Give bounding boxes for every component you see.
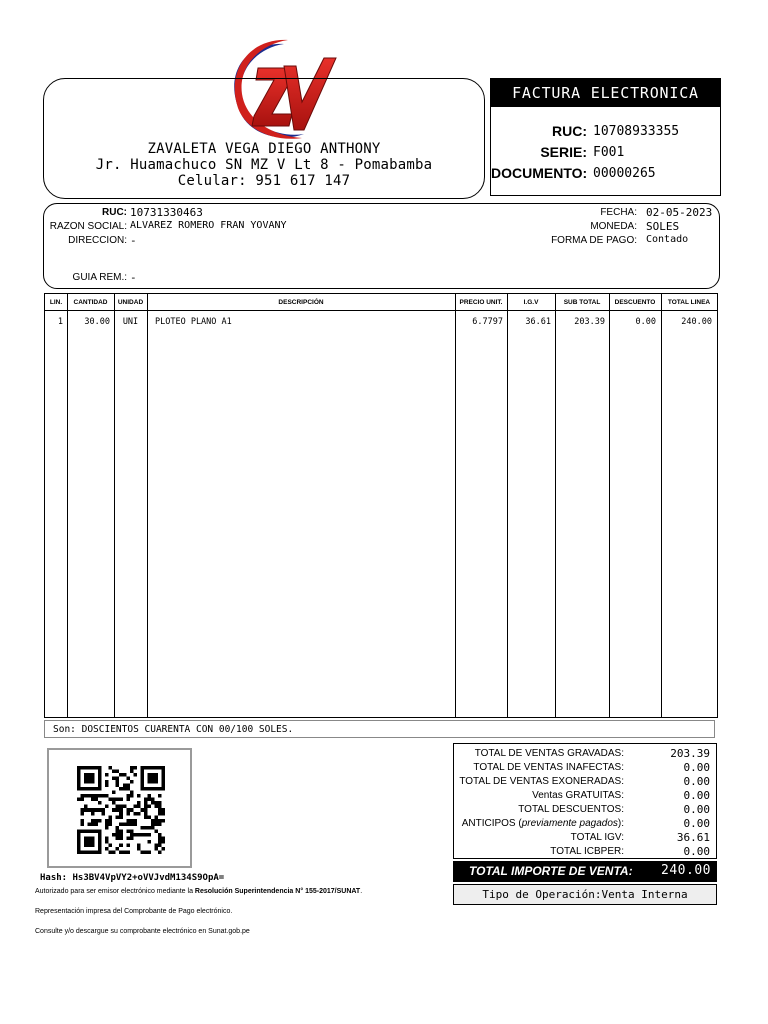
column-divider	[555, 294, 556, 717]
qr-module	[123, 822, 127, 826]
qr-module	[88, 808, 92, 812]
qr-module	[126, 798, 130, 802]
qr-module	[161, 836, 165, 840]
client-direccion-label: DIRECCION:	[68, 235, 127, 246]
cell-lin: 1	[57, 317, 63, 327]
qr-module	[119, 798, 123, 802]
qr-module	[161, 847, 165, 851]
qr-module	[105, 819, 109, 823]
qr-module	[151, 819, 155, 823]
client-moneda-label: MONEDA:	[590, 221, 637, 232]
qr-module	[144, 801, 148, 805]
qr-module	[109, 766, 113, 770]
qr-module	[91, 808, 95, 812]
qr-module	[105, 840, 109, 844]
qr-module	[154, 843, 158, 847]
qr-module	[119, 773, 123, 777]
qr-module	[130, 822, 134, 826]
table-header-divider	[45, 310, 717, 311]
qr-module	[144, 812, 148, 816]
qr-module	[88, 822, 92, 826]
column-divider	[455, 294, 456, 717]
qr-module	[154, 829, 158, 833]
qr-module	[119, 833, 123, 837]
grand-total-bar	[453, 861, 717, 882]
qr-module	[126, 819, 130, 823]
qr-module	[123, 850, 127, 854]
qr-module	[161, 808, 165, 812]
qr-module	[123, 784, 127, 788]
qr-module	[158, 833, 162, 837]
total-descuentos-row	[454, 803, 716, 817]
client-direccion: -	[130, 234, 137, 247]
qr-module	[119, 812, 123, 816]
column-divider	[114, 294, 115, 717]
footer-auth-resolution: Resolución Superintendencia N° 155-2017/SUNAT	[194, 888, 361, 895]
qr-module	[119, 822, 123, 826]
client-razon-label: RAZON SOCIAL:	[49, 221, 127, 232]
qr-module	[158, 819, 162, 823]
cell-precio-unit: 6.7797	[472, 317, 503, 327]
client-guia: -	[130, 271, 137, 284]
total-icbper-label: TOTAL ICBPER:	[550, 846, 624, 857]
client-ruc: 10731330463	[130, 206, 203, 219]
total-exoneradas-row	[454, 775, 716, 789]
qr-module	[109, 822, 113, 826]
qr-module	[126, 812, 130, 816]
qr-module	[116, 808, 120, 812]
total-igv-row	[454, 831, 716, 845]
qr-module	[95, 808, 99, 812]
qr-module	[126, 787, 130, 791]
qr-module	[151, 801, 155, 805]
qr-module	[144, 808, 148, 812]
qr-module	[137, 805, 141, 809]
qr-module	[133, 822, 137, 826]
client-fecha-label: FECHA:	[600, 207, 637, 218]
qr-module	[116, 836, 120, 840]
qr-module	[140, 833, 144, 837]
qr-module	[154, 805, 158, 809]
document-title: FACTURA ELECTRONICA	[490, 78, 721, 107]
qr-module	[105, 784, 109, 788]
qr-module	[116, 798, 120, 802]
qr-module	[112, 801, 116, 805]
qr-module	[144, 798, 148, 802]
items-table	[44, 293, 718, 718]
qr-module	[116, 780, 120, 784]
qr-module	[158, 843, 162, 847]
qr-module	[116, 833, 120, 837]
qr-module	[112, 833, 116, 837]
th-descripcion: DESCRIPCIÓN	[278, 298, 324, 306]
qr-module	[161, 819, 165, 823]
total-inafectas-row	[454, 761, 716, 775]
client-fecha: 02-05-2023	[646, 206, 713, 219]
qr-module	[116, 770, 120, 774]
qr-module	[84, 836, 95, 847]
qr-module	[137, 794, 141, 798]
qr-module	[81, 794, 85, 798]
total-descuentos-value: 0.00	[683, 803, 710, 816]
qr-module	[130, 770, 134, 774]
qr-module	[102, 794, 106, 798]
footer-representation: Representación impresa del Comprobante de Pago electrónico.	[35, 908, 233, 915]
qr-module	[158, 836, 162, 840]
total-gratuitas-value: 0.00	[683, 789, 710, 802]
qr-module	[130, 829, 134, 833]
qr-module	[126, 777, 130, 781]
qr-module	[119, 843, 123, 847]
qr-module	[126, 843, 130, 847]
grand-total-value: 240.00	[661, 863, 711, 878]
cell-descripcion: PLOTEO PLANO A1	[155, 317, 232, 327]
document-serie-row	[491, 142, 720, 162]
qr-module	[158, 840, 162, 844]
qr-module	[116, 826, 120, 830]
anticipos-label-close: ):	[617, 818, 624, 829]
client-pago-label: FORMA DE PAGO:	[551, 235, 637, 246]
qr-module	[137, 843, 141, 847]
qr-module	[81, 819, 85, 823]
total-icbper-row	[454, 845, 716, 859]
qr-module	[154, 847, 158, 851]
issuer-name: ZAVALETA VEGA DIEGO ANTHONY	[147, 141, 381, 157]
column-divider	[609, 294, 610, 717]
qr-module	[137, 847, 141, 851]
operation-type: Tipo de Operación:Venta Interna	[453, 884, 717, 905]
qr-module	[130, 836, 134, 840]
th-precio-unit: PRECIO UNIT.	[459, 298, 503, 306]
document-ruc-label: RUC:	[552, 123, 587, 139]
th-lin: LIN.	[49, 298, 63, 306]
qr-module	[154, 801, 158, 805]
qr-module	[154, 819, 158, 823]
qr-module	[116, 815, 120, 819]
footer-auth-end: .	[360, 888, 363, 895]
document-number-label: DOCUMENTO:	[491, 165, 588, 181]
th-descuento: DESCUENTO	[614, 298, 656, 306]
qr-module	[151, 826, 155, 830]
qr-module	[109, 819, 113, 823]
anticipos-label-text: ANTICIPOS (	[461, 818, 522, 829]
qr-module	[130, 766, 134, 770]
qr-module	[133, 819, 137, 823]
total-gravadas-row	[454, 747, 716, 761]
qr-module	[126, 850, 130, 854]
qr-module	[126, 836, 130, 840]
qr-module	[112, 777, 116, 781]
total-igv-value: 36.61	[676, 831, 710, 844]
qr-module	[112, 808, 116, 812]
issuer-box	[43, 78, 485, 199]
qr-module	[84, 773, 95, 784]
qr-module	[102, 808, 106, 812]
qr-module	[130, 833, 134, 837]
th-sub-total: SUB TOTAL	[563, 298, 601, 306]
total-icbper-value: 0.00	[683, 845, 710, 858]
document-hash: Hash: Hs3BV4VpVY2+oVVJvdM134S9OpA=	[40, 873, 225, 883]
total-anticipos-row	[454, 817, 716, 831]
client-pago: Contado	[646, 234, 689, 245]
client-box	[43, 203, 720, 289]
qr-module	[102, 812, 106, 816]
cell-descuento: 0.00	[635, 317, 656, 327]
qr-module	[116, 805, 120, 809]
qr-module	[116, 829, 120, 833]
qr-module	[81, 812, 85, 816]
cell-unidad: UNI	[122, 317, 139, 327]
total-inafectas-label: TOTAL DE VENTAS INAFECTAS:	[473, 762, 624, 773]
qr-module	[154, 822, 158, 826]
qr-module	[126, 829, 130, 833]
qr-module	[144, 833, 148, 837]
qr-module	[112, 798, 116, 802]
cell-total-linea: 240.00	[681, 317, 712, 327]
issuer-phone: Celular: 951 617 147	[177, 173, 351, 189]
qr-module	[158, 850, 162, 854]
qr-code-icon	[77, 766, 165, 854]
qr-module	[109, 850, 113, 854]
qr-module	[147, 798, 151, 802]
qr-module	[126, 784, 130, 788]
qr-module	[144, 850, 148, 854]
qr-module	[119, 829, 123, 833]
total-gravadas-value: 203.39	[670, 747, 710, 760]
column-divider	[147, 294, 148, 717]
qr-module	[133, 812, 137, 816]
qr-module	[98, 819, 102, 823]
qr-module	[147, 773, 158, 784]
issuer-address: Jr. Huamachuco SN MZ V Lt 8 - Pomabamba	[95, 157, 433, 173]
client-moneda: SOLES	[646, 220, 680, 233]
qr-module	[116, 847, 120, 851]
qr-module	[105, 780, 109, 784]
qr-module	[144, 826, 148, 830]
qr-module	[81, 808, 85, 812]
qr-module	[81, 798, 85, 802]
qr-module	[140, 850, 144, 854]
qr-module	[116, 777, 120, 781]
total-inafectas-value: 0.00	[683, 761, 710, 774]
qr-module	[123, 805, 127, 809]
qr-module	[147, 826, 151, 830]
qr-module	[133, 805, 137, 809]
qr-module	[161, 812, 165, 816]
column-divider	[67, 294, 68, 717]
qr-module	[158, 801, 162, 805]
qr-module	[147, 850, 151, 854]
qr-module	[133, 766, 137, 770]
qr-module	[91, 822, 95, 826]
qr-module	[147, 833, 151, 837]
qr-module	[91, 798, 95, 802]
qr-module	[147, 805, 151, 809]
total-gravadas-label: TOTAL DE VENTAS GRAVADAS:	[474, 748, 624, 759]
qr-module	[126, 808, 130, 812]
qr-module	[81, 822, 85, 826]
qr-module	[130, 794, 134, 798]
qr-module	[158, 805, 162, 809]
qr-module	[151, 822, 155, 826]
qr-module	[144, 805, 148, 809]
qr-module	[112, 770, 116, 774]
qr-module	[144, 815, 148, 819]
qr-module	[161, 840, 165, 844]
qr-module	[91, 819, 95, 823]
qr-module	[130, 791, 134, 795]
th-unidad: UNIDAD	[117, 298, 144, 306]
qr-module	[154, 815, 158, 819]
cell-igv: 36.61	[525, 317, 551, 327]
qr-module	[109, 815, 113, 819]
total-descuentos-label: TOTAL DESCUENTOS:	[518, 804, 624, 815]
grand-total-label: TOTAL IMPORTE DE VENTA:	[469, 864, 633, 878]
qr-module	[105, 773, 109, 777]
total-anticipos-label	[462, 818, 624, 829]
qr-module	[133, 833, 137, 837]
qr-module	[137, 801, 141, 805]
qr-module	[147, 840, 151, 844]
qr-module	[105, 826, 109, 830]
qr-module	[140, 826, 144, 830]
qr-module	[123, 773, 127, 777]
qr-module	[95, 794, 99, 798]
qr-module	[158, 808, 162, 812]
qr-module	[158, 822, 162, 826]
document-serie-label: SERIE:	[540, 144, 587, 160]
total-exoneradas-value: 0.00	[683, 775, 710, 788]
client-guia-label: GUIA REM.:	[72, 272, 127, 283]
total-gratuitas-label: Ventas GRATUITAS:	[532, 790, 624, 801]
qr-module	[158, 812, 162, 816]
client-razon: ALVAREZ ROMERO FRAN YOVANY	[130, 220, 287, 231]
qr-module	[140, 808, 144, 812]
amount-in-words: Son: DOSCIENTOS CUARENTA CON 00/100 SOLES.	[44, 720, 715, 738]
qr-module	[84, 805, 88, 809]
qr-module	[95, 822, 99, 826]
qr-module	[119, 808, 123, 812]
total-exoneradas-label: TOTAL DE VENTAS EXONERADAS:	[459, 776, 624, 787]
qr-module	[137, 812, 141, 816]
qr-module	[112, 850, 116, 854]
qr-module	[95, 819, 99, 823]
qr-module	[77, 798, 81, 802]
th-cantidad: CANTIDAD	[73, 298, 108, 306]
qr-module	[119, 787, 123, 791]
qr-module	[112, 791, 116, 795]
qr-module	[151, 798, 155, 802]
anticipos-label-italic: previamente pagados	[521, 818, 618, 829]
qr-module	[91, 794, 95, 798]
client-ruc-label: RUC:	[102, 207, 127, 218]
qr-module	[123, 787, 127, 791]
th-igv: I.G.V	[523, 298, 539, 306]
qr-module	[105, 805, 109, 809]
qr-module	[109, 798, 113, 802]
qr-module	[98, 801, 102, 805]
qr-module	[84, 794, 88, 798]
qr-module	[130, 819, 134, 823]
qr-module	[130, 780, 134, 784]
qr-module	[95, 798, 99, 802]
qr-module	[147, 815, 151, 819]
document-ruc: 10708933355	[593, 123, 680, 139]
document-number-row	[491, 163, 720, 183]
qr-module	[116, 784, 120, 788]
qr-module	[126, 822, 130, 826]
cell-sub-total: 203.39	[574, 317, 605, 327]
qr-module	[105, 847, 109, 851]
qr-module	[158, 794, 162, 798]
column-divider	[507, 294, 508, 717]
qr-module	[126, 794, 130, 798]
document-ruc-row	[491, 121, 720, 141]
qr-module	[105, 836, 109, 840]
total-anticipos-value: 0.00	[683, 817, 710, 830]
qr-code-box	[47, 748, 192, 868]
th-total-linea: TOTAL LINEA	[667, 298, 711, 306]
qr-module	[130, 808, 134, 812]
qr-module	[119, 836, 123, 840]
qr-module	[133, 773, 137, 777]
qr-module	[98, 794, 102, 798]
qr-module	[98, 808, 102, 812]
qr-module	[109, 843, 113, 847]
footer-auth-text: Autorizado para ser emisor electrónico mediante la	[35, 888, 195, 895]
footer-authorization	[35, 888, 362, 895]
qr-module	[88, 794, 92, 798]
total-gratuitas-row	[454, 789, 716, 803]
total-igv-label: TOTAL IGV:	[570, 832, 624, 843]
qr-module	[105, 822, 109, 826]
cell-cantidad: 30.00	[84, 317, 110, 327]
document-number: 00000265	[593, 165, 656, 181]
qr-module	[119, 805, 123, 809]
document-serie: F001	[593, 144, 625, 160]
qr-module	[119, 850, 123, 854]
footer-consult: Consulte y/o descargue su comprobante electrónico en Sunat.gob.pe	[35, 928, 250, 935]
qr-module	[105, 794, 109, 798]
totals-box	[453, 743, 717, 859]
qr-module	[91, 812, 95, 816]
qr-module	[84, 808, 88, 812]
qr-module	[147, 794, 151, 798]
column-divider	[661, 294, 662, 717]
qr-module	[119, 815, 123, 819]
qr-module	[137, 833, 141, 837]
document-id-box	[490, 78, 721, 196]
